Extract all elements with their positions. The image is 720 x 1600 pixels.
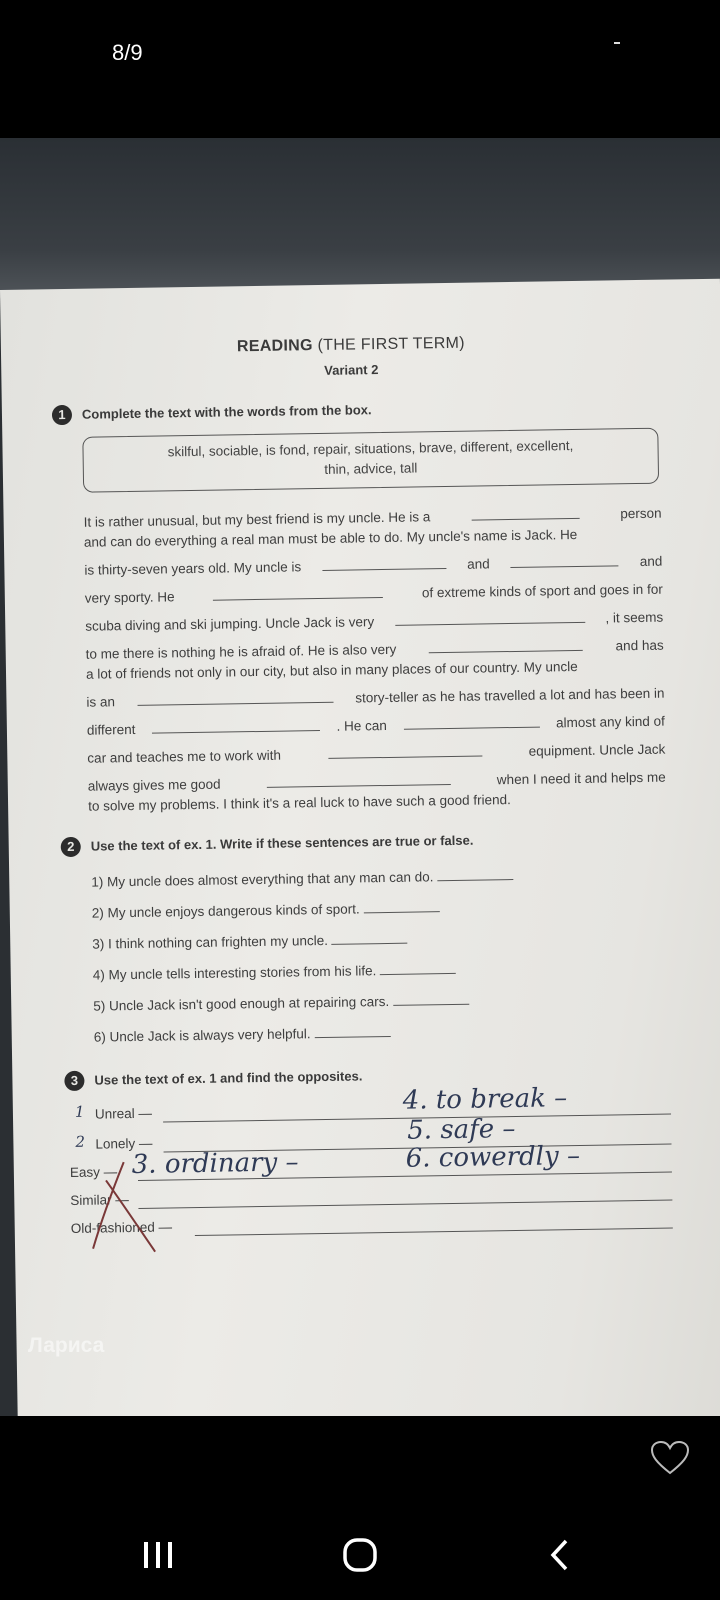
word-box [82,428,659,493]
navigation-bar [0,1500,720,1600]
worksheet-title: READING (THE FIRST TERM) [236,334,465,356]
handwritten-cross-out [84,1156,166,1257]
back-button[interactable] [530,1530,590,1580]
opposite-label: Similar — [70,1192,129,1209]
statement-item: 4) My uncle tells interesting stories from his life. [93,962,457,983]
home-button[interactable] [330,1530,390,1580]
exercise-1-number: 1 [52,405,72,425]
text-line: to me there is nothing he is afraid of. He is also very and has [85,637,664,662]
photo-background [0,138,720,298]
status-indicator [614,42,620,44]
handwritten-answer: 6. cowerdly – [405,1140,581,1174]
page-counter: 8/9 [112,40,143,65]
watermark: Лариса [28,1334,105,1357]
handwritten-answer: 3. ordinary – [131,1147,299,1181]
handwritten-number: 2 [75,1132,86,1151]
home-icon [342,1537,378,1573]
opposite-label: Old-fashioned — [70,1219,173,1237]
text-line: scuba diving and ski jumping. Uncle Jack is very , it seems [85,609,664,634]
opposite-label: Lonely — [95,1135,153,1152]
text-line: very sporty. He of extreme kinds of sport and goes in for [84,581,663,606]
exercise-2-number: 2 [61,837,81,857]
statement-item: 6) Uncle Jack is always very helpful. [94,1025,391,1045]
statement-item: 1) My uncle does almost everything that any man can do. [91,868,513,890]
recent-apps-icon [141,1540,175,1570]
back-icon [548,1538,572,1572]
status-bar [0,0,720,100]
text-line: a lot of friends not only in our city, but also in many places of our country. My uncle [85,658,578,682]
text-line: is thirty-seven years old. My uncle is and and [84,553,663,578]
answer-line [195,1228,673,1237]
opposite-label: Unreal — [94,1105,153,1122]
handwritten-answer: 4. to break – [402,1083,568,1116]
opposite-label: Easy — [69,1164,118,1181]
statement-item: 5) Uncle Jack isn't good enough at repairing cars. [93,993,469,1014]
variant-label: Variant 2 [324,362,379,378]
text-line: different . He can almost any kind of [86,713,665,738]
exercise-1-title: Complete the text with the words from the box. [81,402,372,422]
exercise-3-number: 3 [64,1071,84,1091]
answer-line [138,1200,672,1209]
recent-apps-button[interactable] [128,1530,188,1580]
exercise-2-title: Use the text of ex. 1. Write if these sentences are true or false. [90,832,474,854]
word-box-line-1: skilful, sociable, is fond, repair, situations, brave, different, excellent, [167,438,574,460]
handwritten-number: 1 [74,1102,85,1121]
text-line: It is rather unusual, but my best friend is my uncle. He is a person [83,505,662,530]
text-line: and can do everything a real man must be able to do. My uncle's name is Jack. He [83,526,578,550]
text-line: always gives me good when I need it and helps me [87,769,666,794]
photo-viewer-image[interactable] [0,138,720,1416]
heart-icon[interactable] [650,1440,690,1476]
exercise-3-title: Use the text of ex. 1 and find the opposites. [94,1068,363,1088]
word-box-line-2: thin, advice, tall [324,460,418,477]
statement-item: 3) I think nothing can frighten my uncle. [92,932,408,952]
handwritten-answer: 5. safe – [407,1114,516,1146]
worksheet-page [0,279,720,1416]
text-line: car and teaches me to work with equipment. Uncle Jack [87,741,666,766]
text-line: is an story-teller as he has travelled a lot and has been in [86,685,665,710]
statement-item: 2) My uncle enjoys dangerous kinds of sport. [92,900,440,920]
text-line: to solve my problems. I think it's a real luck to have such a good friend. [88,792,511,814]
